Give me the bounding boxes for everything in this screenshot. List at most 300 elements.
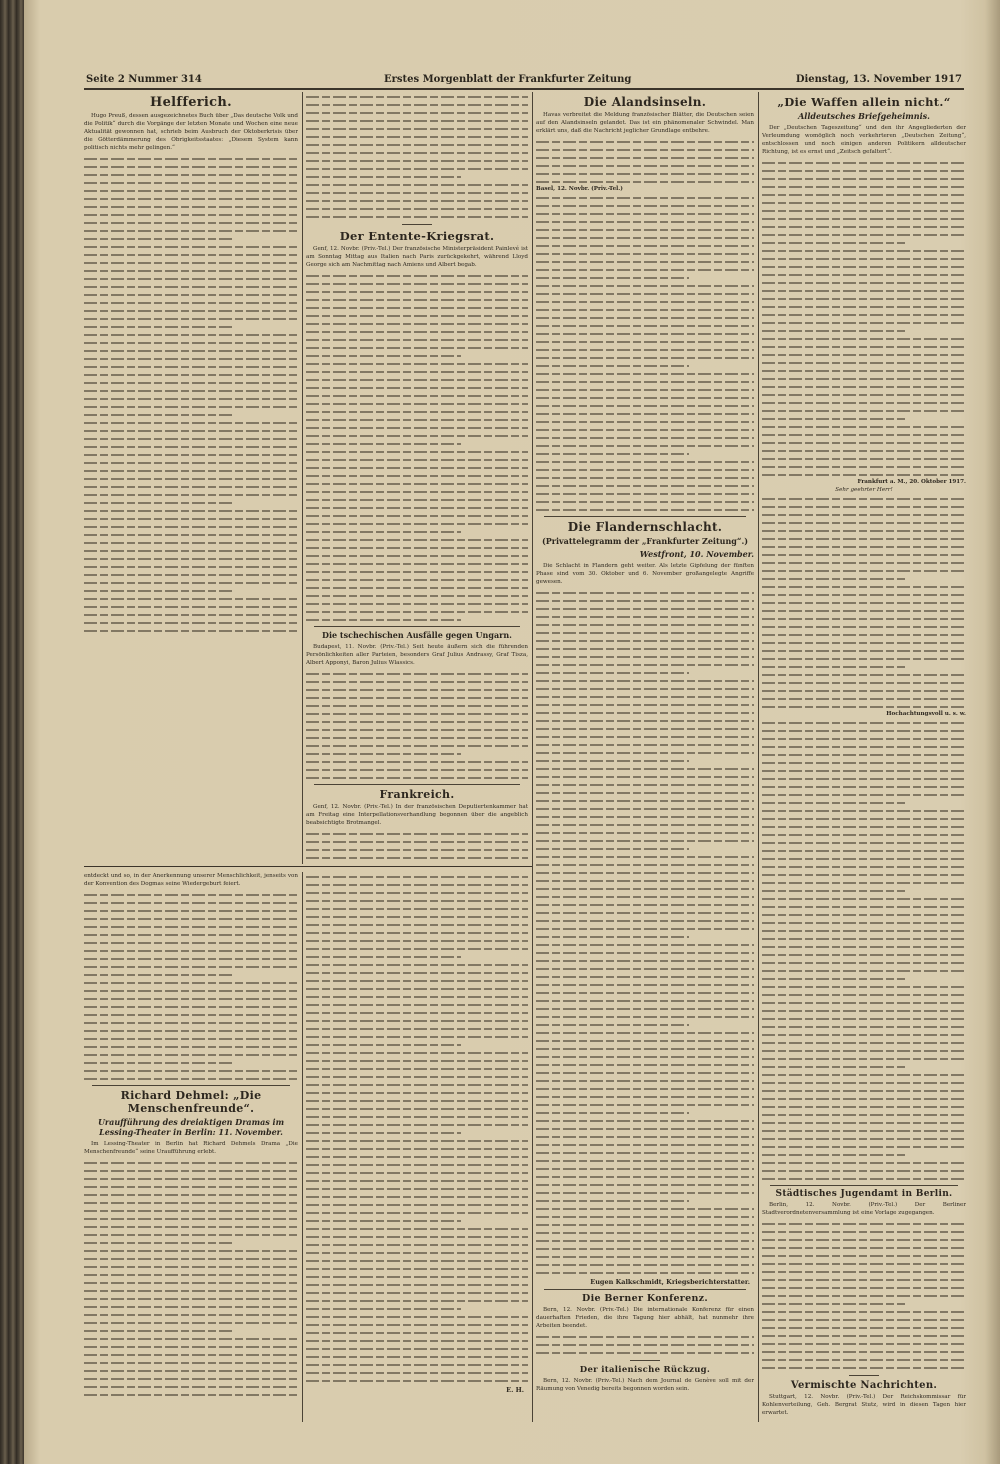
- text-line: [84, 178, 298, 186]
- text-line: [306, 1240, 528, 1248]
- text-line: [536, 257, 754, 265]
- text-line: [536, 828, 754, 836]
- text-line: [536, 297, 754, 305]
- text-line: [536, 940, 754, 948]
- text-line: [536, 137, 754, 145]
- article-lead: Bern, 12. Novbr. (Priv.-Tel.) Nach dem Journal de Genève soll mit der Räumung von Venedig bereits begonnen worden sein.: [536, 1378, 754, 1392]
- text-line: [536, 345, 754, 353]
- text-line: [306, 367, 528, 375]
- text-line: [306, 896, 528, 904]
- text-line: [762, 790, 966, 798]
- text-line: [306, 319, 528, 327]
- text-line: [306, 837, 528, 845]
- text-line: [84, 1010, 298, 1018]
- text-line: [306, 952, 461, 960]
- text-line: [536, 924, 754, 932]
- text-line: [306, 463, 528, 471]
- text-line: [84, 1334, 298, 1342]
- text-line: [84, 1190, 298, 1198]
- text-line: [306, 1056, 528, 1064]
- text-line: [84, 1026, 298, 1034]
- text-line: [306, 495, 528, 503]
- text-line: [762, 798, 905, 806]
- text-line: [306, 279, 528, 287]
- text-line: [762, 974, 905, 982]
- text-line: [306, 607, 528, 615]
- text-line: [306, 399, 528, 407]
- text-line: [84, 1358, 298, 1366]
- article-body: [84, 1140, 298, 1156]
- text-line: [306, 1152, 528, 1160]
- article-text-lines: [536, 193, 754, 513]
- text-line: [306, 204, 528, 212]
- text-line: [536, 497, 754, 505]
- text-line: [536, 1244, 754, 1252]
- text-line: [762, 838, 966, 846]
- text-line: [762, 1014, 966, 1022]
- text-line: [306, 685, 528, 693]
- text-line: [536, 988, 754, 996]
- text-line: [306, 431, 528, 439]
- text-line: [762, 1347, 966, 1355]
- text-line: [762, 718, 966, 726]
- text-line: [306, 1000, 528, 1008]
- text-line: [762, 494, 966, 502]
- text-line: [536, 716, 754, 724]
- text-line: [306, 375, 528, 383]
- text-line: [306, 872, 528, 880]
- text-line: [306, 383, 528, 391]
- text-line: [536, 217, 754, 225]
- text-line: [762, 270, 966, 278]
- text-line: [306, 733, 528, 741]
- text-line: [306, 984, 528, 992]
- text-line: [306, 124, 528, 132]
- book-spine: [0, 0, 24, 1464]
- text-line: [536, 780, 754, 788]
- text-line: [762, 1126, 966, 1134]
- text-line: [306, 172, 461, 180]
- text-line: [84, 946, 298, 954]
- text-line: [84, 170, 298, 178]
- article-text-lines: [306, 92, 528, 220]
- text-line: [84, 610, 298, 618]
- text-line: [84, 1214, 298, 1222]
- text-line: [306, 845, 528, 853]
- letter-sign-off: Hochachtungsvoll u. s. w.: [886, 711, 966, 717]
- text-line: [306, 1168, 528, 1176]
- text-line: [306, 920, 528, 928]
- text-line: [536, 377, 754, 385]
- article-body: [306, 643, 528, 667]
- text-line: [536, 1180, 754, 1188]
- text-line: [536, 1260, 754, 1268]
- text-line: [84, 1158, 298, 1166]
- text-line: [536, 169, 754, 177]
- article-text-lines: [84, 890, 298, 1082]
- text-line: [536, 409, 754, 417]
- text-line: [84, 594, 298, 602]
- text-line: [84, 1270, 298, 1278]
- text-line: [536, 289, 754, 297]
- text-line: [84, 546, 298, 554]
- text-line: [536, 748, 754, 756]
- text-line: [762, 334, 966, 342]
- text-line: [84, 1206, 298, 1214]
- text-line: [306, 904, 528, 912]
- text-line: [84, 242, 298, 250]
- text-line: [536, 1268, 754, 1276]
- text-line: [762, 366, 966, 374]
- text-line: [306, 287, 528, 295]
- text-line: [536, 1140, 754, 1148]
- text-line: [536, 756, 689, 764]
- text-line: [306, 423, 528, 431]
- text-line: [536, 836, 754, 844]
- article-text-lines: [536, 1332, 754, 1356]
- text-line: [762, 390, 966, 398]
- text-line: [762, 510, 966, 518]
- text-line: [762, 326, 905, 334]
- text-line: [762, 1299, 905, 1307]
- article-text-lines: [84, 1158, 298, 1398]
- text-line: [536, 1092, 754, 1100]
- text-line: [762, 398, 966, 406]
- separator: [770, 1185, 958, 1186]
- text-line: [536, 916, 754, 924]
- text-line: [762, 702, 966, 710]
- text-line: [536, 732, 754, 740]
- text-line: [306, 527, 461, 535]
- text-line: [306, 928, 528, 936]
- text-line: [762, 830, 966, 838]
- article-text-lines: [536, 137, 754, 185]
- text-line: [84, 570, 298, 578]
- text-line: [306, 1296, 528, 1304]
- text-line: [762, 414, 905, 422]
- text-line: [536, 1124, 754, 1132]
- text-line: [536, 868, 754, 876]
- text-line: [536, 772, 754, 780]
- text-line: [762, 422, 966, 430]
- text-line: [762, 1078, 966, 1086]
- text-line: [762, 958, 966, 966]
- text-line: [306, 1376, 528, 1384]
- text-line: [84, 450, 298, 458]
- text-line: [306, 853, 528, 861]
- text-line: [536, 161, 754, 169]
- text-line: [536, 812, 754, 820]
- text-line: [306, 1032, 528, 1040]
- letter-head: Frankfurt a. M., 20. Oktober 1917.: [857, 479, 966, 485]
- text-line: [762, 1046, 966, 1054]
- text-line: [84, 1230, 298, 1238]
- text-line: [762, 358, 966, 366]
- text-line: [84, 402, 298, 410]
- separator: [630, 1360, 660, 1361]
- text-line: [84, 994, 298, 1002]
- text-line: [762, 502, 966, 510]
- article-helfferich: [84, 92, 298, 862]
- text-line: [536, 1028, 754, 1036]
- text-line: [84, 458, 298, 466]
- text-line: [762, 1086, 966, 1094]
- text-line: [306, 968, 528, 976]
- text-line: [762, 1094, 966, 1102]
- text-line: [762, 582, 966, 590]
- text-line: [306, 1040, 461, 1048]
- article-title: Die Flandernschlacht.: [567, 520, 723, 534]
- text-line: [84, 626, 298, 634]
- text-line: [306, 503, 528, 511]
- column-rule: [302, 872, 303, 1422]
- article-lead: Hugo Preuß, dessen ausgezeichnetes Buch über „Das deutsche Volk und die Politik“ durch die Vorgänge der letzten Monate und Wochen eine neue Aktualität gewonnen hat, schrieb beim Ausbruch der Oktoberkrisis über die Götterdämmerung des Obrigkeitsstaates: „Diesem System kann politisch nichts mehr gelingen.“: [84, 113, 298, 151]
- text-line: [536, 1108, 689, 1116]
- text-line: [536, 489, 754, 497]
- text-line: [536, 788, 754, 796]
- text-line: [762, 534, 966, 542]
- text-line: [762, 910, 966, 918]
- text-line: [84, 378, 298, 386]
- text-line: [536, 1252, 754, 1260]
- text-line: [306, 188, 528, 196]
- article-text-lines: [306, 872, 528, 1384]
- text-line: [536, 956, 754, 964]
- text-line: [536, 201, 754, 209]
- text-line: [306, 212, 528, 220]
- text-line: [306, 960, 528, 968]
- text-line: [536, 804, 754, 812]
- text-line: [762, 950, 966, 958]
- text-line: [84, 490, 298, 498]
- text-line: [306, 1200, 528, 1208]
- text-line: [84, 466, 298, 474]
- text-line: [762, 174, 966, 182]
- text-line: [306, 936, 528, 944]
- text-line: [306, 1192, 528, 1200]
- article-lead: Im Lessing-Theater in Berlin hat Richard Dehmels Drama „Die Menschenfreunde“ seine Uraufführung erlebt.: [84, 1141, 298, 1155]
- text-line: [536, 425, 754, 433]
- text-line: [306, 944, 528, 952]
- text-line: [536, 1332, 754, 1340]
- text-line: [84, 1390, 298, 1398]
- text-line: [762, 1315, 966, 1323]
- text-line: [306, 1280, 528, 1288]
- text-line: [84, 370, 298, 378]
- text-line: [306, 1184, 528, 1192]
- text-line: [536, 1060, 754, 1068]
- text-line: [306, 1208, 528, 1216]
- text-line: [306, 196, 528, 204]
- text-line: [762, 1291, 966, 1299]
- text-line: [84, 362, 298, 370]
- text-line: [536, 1052, 754, 1060]
- text-line: [762, 254, 966, 262]
- text-line: [536, 361, 689, 369]
- text-line: [84, 418, 298, 426]
- text-line: [762, 446, 966, 454]
- text-line: [306, 599, 528, 607]
- text-line: [536, 249, 754, 257]
- header-masthead: Erstes Morgenblatt der Frankfurter Zeitung: [384, 74, 632, 85]
- text-line: [84, 970, 234, 978]
- text-line: [306, 741, 528, 749]
- text-line: [762, 438, 966, 446]
- text-line: [84, 282, 298, 290]
- text-line: [306, 148, 528, 156]
- article-lead: Havas verbreitet die Meldung französischer Blätter, die Deutschen seien auf den Alandsinseln gelandet. Das ist ein phänomenaler Schwindel. Man erklärt uns, daß die Nachricht jeglicher Grundlage entbehre.: [536, 112, 754, 134]
- text-line: [84, 1074, 298, 1082]
- article-text-lines: [762, 1219, 966, 1371]
- text-line: [306, 1088, 528, 1096]
- text-line: [762, 926, 966, 934]
- text-line: [84, 186, 298, 194]
- text-line: [84, 1066, 298, 1074]
- separator: [314, 626, 520, 627]
- article-lead: Budapest, 11. Novbr. (Priv.-Tel.) Seit heute äußern sich die führenden Persönlichkeiten aller Parteien, besonders Graf Julius Andrassy, Graf Tisza, Albert Apponyi, Baron Julius Wlassics.: [306, 644, 528, 666]
- article-body: [536, 562, 754, 586]
- text-line: [84, 1222, 298, 1230]
- text-line: [306, 1104, 528, 1112]
- text-line: [536, 892, 754, 900]
- feuilleton-rule: [84, 866, 532, 867]
- text-line: [306, 1360, 528, 1368]
- text-line: [762, 238, 905, 246]
- text-line: [306, 1352, 528, 1360]
- text-line: [84, 562, 298, 570]
- text-line: [762, 1259, 966, 1267]
- text-line: [762, 1323, 966, 1331]
- article-text-lines: [306, 829, 528, 862]
- text-line: [536, 449, 689, 457]
- text-line: [536, 1172, 754, 1180]
- text-line: [536, 465, 754, 473]
- text-line: [762, 1054, 966, 1062]
- text-line: [536, 692, 754, 700]
- text-line: [306, 1016, 528, 1024]
- text-line: [536, 796, 754, 804]
- text-line: [536, 1116, 754, 1124]
- text-line: [306, 1216, 461, 1224]
- article-title: Richard Dehmel: „Die Menschenfreunde“.: [120, 1089, 262, 1115]
- text-line: [536, 908, 754, 916]
- text-line: [762, 846, 966, 854]
- text-line: [536, 652, 754, 660]
- text-line: [536, 1068, 754, 1076]
- text-line: [306, 543, 528, 551]
- text-line: [306, 1288, 528, 1296]
- feuilleton-column-one: [84, 872, 298, 1422]
- text-line: [762, 966, 966, 974]
- text-line: [306, 471, 528, 479]
- text-line: [762, 814, 966, 822]
- text-line: [84, 1366, 298, 1374]
- article-title: Die Alandsinseln.: [583, 95, 707, 109]
- text-line: [536, 1156, 754, 1164]
- text-line: [84, 354, 298, 362]
- text-line: [306, 749, 461, 757]
- text-line: [762, 902, 966, 910]
- text-line: [762, 598, 966, 606]
- text-line: [84, 258, 298, 266]
- text-line: [84, 1018, 298, 1026]
- text-line: [84, 1254, 298, 1262]
- article-title: Die Berner Konferenz.: [582, 1293, 708, 1304]
- text-line: [84, 954, 298, 962]
- column-rule: [302, 92, 303, 864]
- article-text-lines: [762, 1419, 966, 1422]
- text-line: [536, 233, 754, 241]
- text-line: [306, 693, 528, 701]
- text-line: [306, 108, 528, 116]
- text-line: [306, 1328, 528, 1336]
- text-line: [536, 329, 754, 337]
- text-line: [762, 1363, 966, 1371]
- text-line: [536, 700, 754, 708]
- text-line: [306, 271, 528, 279]
- text-line: [84, 554, 298, 562]
- feuilleton-column-two: [306, 872, 528, 1422]
- text-line: [84, 274, 298, 282]
- text-line: [536, 932, 689, 940]
- text-line: [762, 678, 966, 686]
- text-line: [84, 530, 298, 538]
- text-line: [762, 278, 966, 286]
- text-line: [84, 914, 298, 922]
- text-line: [306, 1176, 528, 1184]
- text-line: [762, 470, 966, 478]
- text-line: [536, 612, 754, 620]
- text-line: [762, 734, 966, 742]
- text-line: [306, 1064, 528, 1072]
- text-line: [762, 222, 966, 230]
- text-line: [536, 1212, 754, 1220]
- text-line: [536, 660, 754, 668]
- text-line: [762, 606, 966, 614]
- article-body: [762, 124, 966, 156]
- text-line: [84, 1310, 298, 1318]
- text-line: [536, 265, 754, 273]
- text-line: [762, 1006, 966, 1014]
- text-line: [762, 198, 966, 206]
- text-line: [762, 206, 966, 214]
- text-line: [762, 686, 966, 694]
- text-line: [762, 870, 966, 878]
- article-title: Frankreich.: [379, 788, 455, 801]
- text-line: [762, 182, 966, 190]
- text-line: [306, 132, 528, 140]
- text-line: [306, 575, 528, 583]
- text-line: [84, 898, 298, 906]
- text-line: [762, 726, 966, 734]
- text-line: [536, 1132, 754, 1140]
- text-line: [84, 1262, 298, 1270]
- text-line: [84, 1350, 298, 1358]
- text-line: [762, 694, 966, 702]
- text-line: [536, 1076, 754, 1084]
- text-line: [762, 878, 966, 886]
- text-line: [536, 628, 754, 636]
- article-lead: Der „Deutschen Tageszeitung“ und den ihr Angegliederten der Verleumdung womöglich noch verkehrteren „Deutschen Zeitung“, entschlossen und noch einigen anderen Politikern alldeutscher Richtung, ist es ernst und „Zeitsch gefaltert“.: [762, 125, 966, 155]
- text-line: [762, 294, 966, 302]
- header-rule: [84, 88, 964, 90]
- text-line: [536, 1196, 689, 1204]
- separator: [92, 1085, 290, 1086]
- text-line: [762, 310, 966, 318]
- text-line: [762, 1267, 966, 1275]
- article-dateline: Westfront, 10. November.: [639, 549, 754, 559]
- text-line: [306, 1304, 461, 1312]
